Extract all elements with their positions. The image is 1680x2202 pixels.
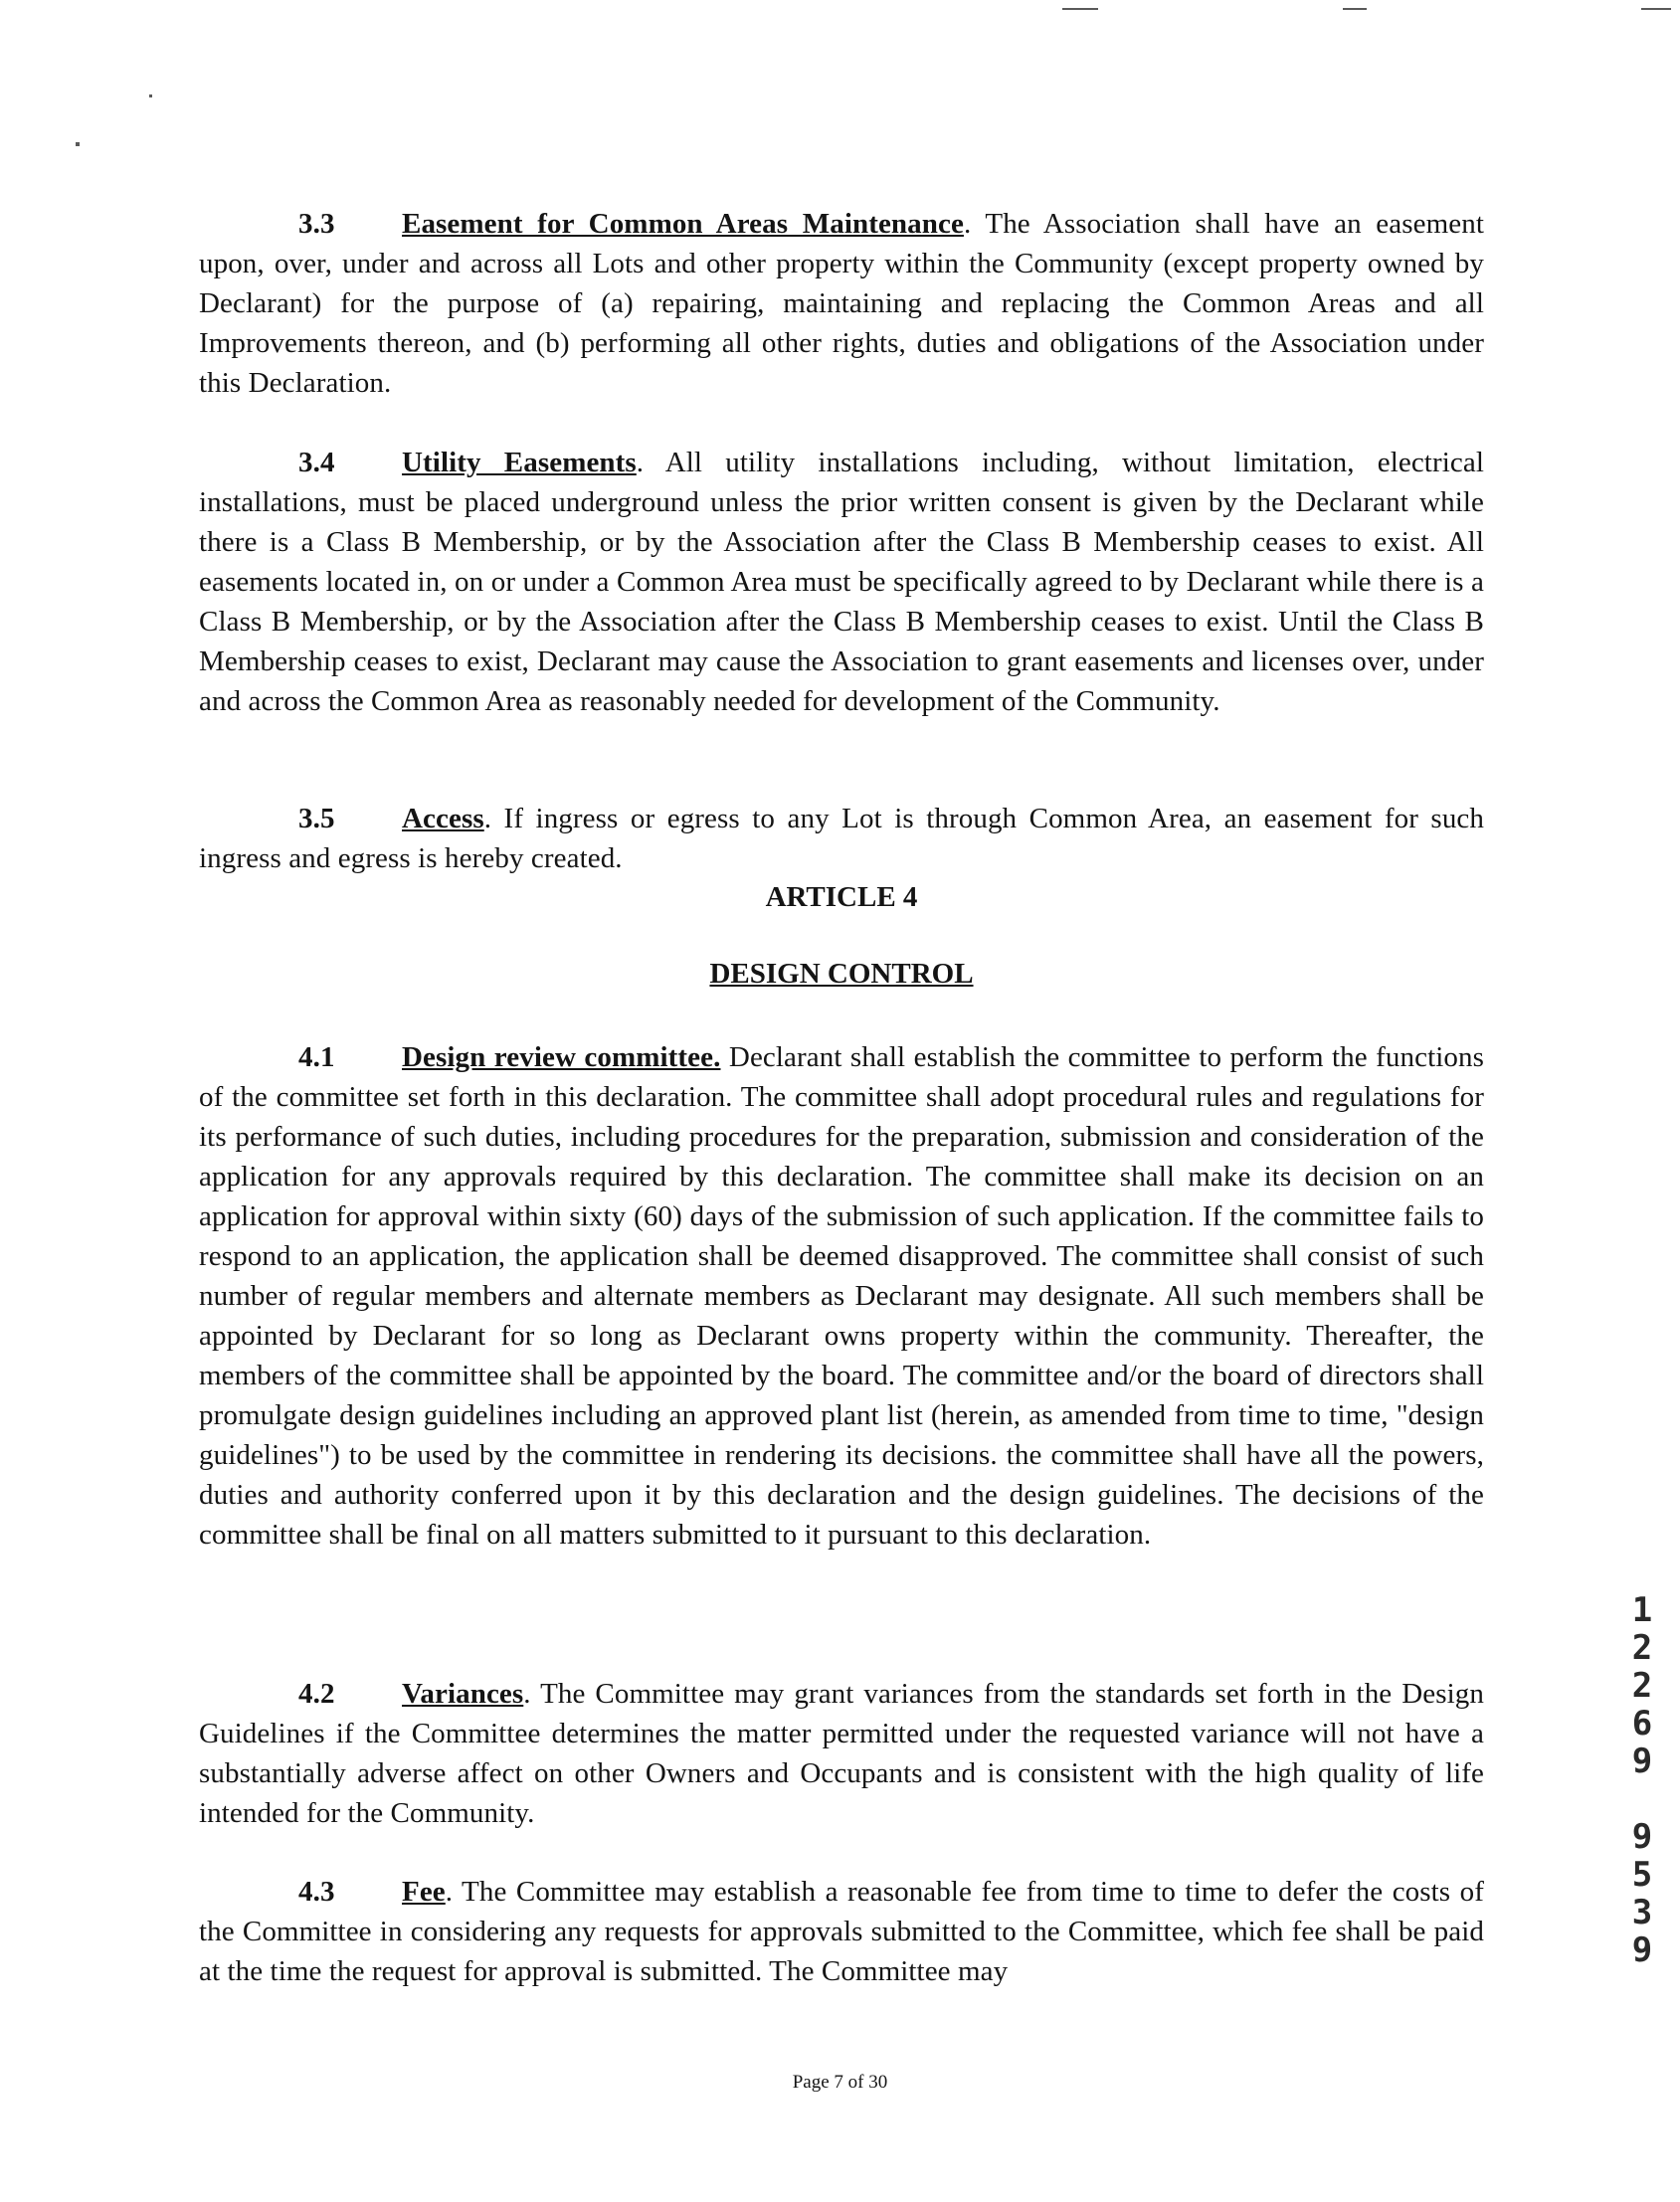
section-body: . If ingress or egress to any Lot is through Common Area, an easement for such ingress and egress is hereby created. [199, 803, 1484, 874]
stamp-digit: 3 [1631, 1893, 1653, 1932]
stamp-digit: 2 [1631, 1628, 1653, 1668]
section-3-4 [199, 443, 1484, 721]
stamp-digit: 9 [1631, 1742, 1653, 1781]
article-title: DESIGN CONTROL [709, 958, 974, 990]
scan-mark [1641, 8, 1671, 10]
section-number: 4.1 [298, 1041, 335, 1073]
section-3-5 [199, 799, 1484, 878]
section-body: . All utility installations including, without limitation, electrical installations, must be placed underground unless the prior written consent is given by the Declarant while there is a Class B Membership, or by the Association after the Class B Membership ceases to exist. All easements located in, on or under a Common Area must be specifically agreed to by Declarant while there is a Class B Membership, or by the Association after the Class B Membership ceases to exist. Until the Class B Membership ceases to exist, Declarant may cause the Association to grant easements and licenses over, under and across the Common Area as reasonably needed for development of the Community. [199, 447, 1484, 717]
section-body: . The Committee may establish a reasonable fee from time to time to defer the costs of the Committee in considering any requests for approvals submitted to the Committee, which fee shall be paid at the time the request for approval is submitted. The Committee may [199, 1876, 1484, 1987]
scan-mark [76, 142, 80, 146]
section-number: 3.3 [298, 208, 335, 240]
stamp-digit: 9 [1631, 1817, 1653, 1857]
section-number: 3.4 [298, 447, 335, 478]
section-4-1 [199, 1037, 1484, 1555]
page-number: Page 7 of 30 [792, 2072, 888, 2093]
section-body: . The Committee may grant variances from the standards set forth in the Design Guidelines if the Committee determines the matter permitted under the requested variance will not have a substantially adverse affect on other Owners and Occupants and is consistent with the high quality of life intended for the Community. [199, 1678, 1484, 1829]
section-body: . The Association shall have an easement upon, over, under and across all Lots and other property within the Community (except property owned by Declarant) for the purpose of (a) repairing, maintaining and replacing the Common Areas and all Improvements thereon, and (b) performing all other rights, duties and obligations of the Association under this Declaration. [199, 208, 1484, 399]
article-label: ARTICLE 4 [765, 881, 918, 913]
section-title: Variances [402, 1678, 524, 1710]
scan-mark [1343, 8, 1367, 10]
section-body: Declarant shall establish the committee to perform the functions of the committee set forth in this declaration. The committee shall adopt procedural rules and regulations for its performance of such duties, including procedures for the preparation, submission and consideration of the application for any approvals required by this declaration. The committee shall make its decision on an application for approval within sixty (60) days of the submission of such application. If the committee fails to respond to an application, the application shall be deemed disapproved. The committee shall consist of such number of regular members and alternate members as Declarant may designate. All such members shall be appointed by Declarant for so long as Declarant owns property within the community. Thereafter, the members of the committee shall be appointed by the board. The committee and/or the board of directors shall promulgate design guidelines including an approved plant list (herein, as amended from time to time, "design guidelines") to be used by the committee in rendering its decisions. the committee shall have all the powers, duties and authority conferred upon it by this declaration and the design guidelines. The decisions of the committee shall be final on all matters submitted to it pursuant to this declaration. [199, 1041, 1485, 1551]
scan-mark [1062, 8, 1098, 10]
section-4-3 [199, 1872, 1484, 1991]
section-number: 3.5 [298, 803, 335, 834]
section-title: Utility Easements [402, 447, 637, 478]
stamp-digit: 2 [1631, 1666, 1653, 1706]
section-title: Design review committee. [402, 1041, 721, 1073]
stamp-digit: 6 [1631, 1704, 1653, 1743]
section-title: Easement for Common Areas Maintenance [402, 208, 964, 240]
scan-mark [149, 94, 152, 97]
section-number: 4.3 [298, 1876, 335, 1908]
section-4-2 [199, 1674, 1484, 1833]
section-title: Fee [402, 1876, 446, 1908]
margin-recording-stamp [1627, 1591, 1657, 1969]
stamp-digit: 5 [1631, 1855, 1653, 1895]
section-number: 4.2 [298, 1678, 335, 1710]
stamp-gap [1627, 1780, 1657, 1818]
stamp-digit: 1 [1631, 1590, 1653, 1630]
section-3-3 [199, 204, 1484, 403]
section-title: Access [402, 803, 484, 834]
stamp-digit: 9 [1631, 1930, 1653, 1970]
